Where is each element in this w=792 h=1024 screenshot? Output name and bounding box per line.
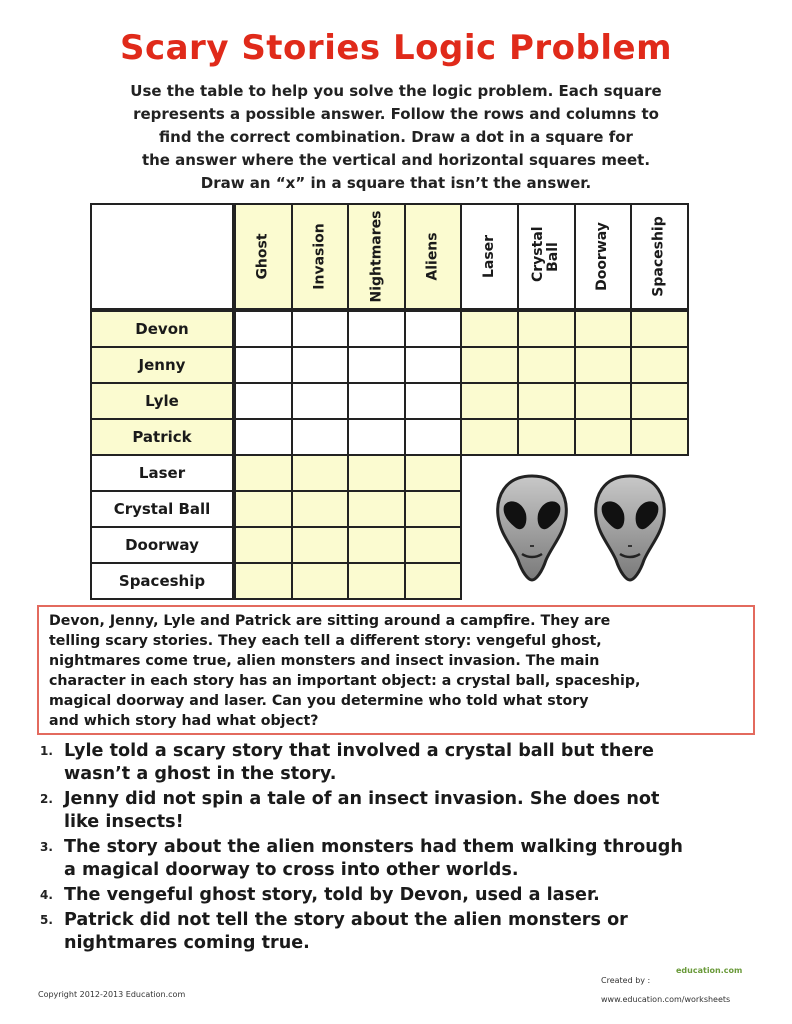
- grid-corner: [90, 203, 234, 310]
- column-header-nightmares: [347, 203, 406, 310]
- answer-cell[interactable]: [234, 382, 293, 420]
- column-header-label: Crystal Ball: [530, 225, 562, 282]
- answer-cell[interactable]: [574, 310, 633, 348]
- clue-number: 4.: [40, 888, 53, 902]
- clue-line: Jenny did not spin a tale of an insect invasion. She does not: [64, 789, 660, 809]
- clue-number: 1.: [40, 744, 53, 758]
- clue-line: nightmares coming true.: [64, 933, 310, 953]
- answer-cell[interactable]: [234, 562, 293, 600]
- column-header-ghost: [234, 203, 293, 310]
- row-label-spaceship: Spaceship: [90, 562, 234, 600]
- clue-number: 2.: [40, 792, 53, 806]
- alien-head-icon: [596, 476, 665, 580]
- answer-cell[interactable]: [291, 382, 350, 420]
- column-header-label: Aliens: [424, 232, 441, 281]
- story-line: and which story had what object?: [49, 713, 319, 729]
- answer-cell[interactable]: [517, 310, 576, 348]
- answer-cell[interactable]: [234, 490, 293, 528]
- answer-cell[interactable]: [291, 346, 350, 384]
- alien-head-icon: [498, 476, 567, 580]
- clue-item: [40, 909, 760, 955]
- answer-cell[interactable]: [404, 418, 463, 456]
- answer-cell[interactable]: [291, 454, 350, 492]
- answer-cell[interactable]: [234, 346, 293, 384]
- clue-line: Lyle told a scary story that involved a crystal ball but there: [64, 741, 654, 761]
- answer-cell[interactable]: [574, 346, 633, 384]
- column-header-invasion: [291, 203, 350, 310]
- answer-cell[interactable]: [404, 562, 463, 600]
- answer-cell[interactable]: [234, 310, 293, 348]
- alien-heads-illustration: [492, 472, 682, 584]
- answer-cell[interactable]: [460, 418, 519, 456]
- column-header-label: Laser: [481, 234, 498, 279]
- row-label-laser: Laser: [90, 454, 234, 492]
- answer-cell[interactable]: [291, 310, 350, 348]
- row-label-lyle: Lyle: [90, 382, 234, 420]
- instruction-line: Draw an “x” in a square that isn’t the answer.: [200, 174, 592, 192]
- instruction-line: find the correct combination. Draw a dot in a square for: [159, 128, 633, 146]
- column-header-aliens: [404, 203, 463, 310]
- story-line: telling scary stories. They each tell a different story: vengeful ghost,: [49, 633, 602, 649]
- worksheet-url: www.education.com/worksheets: [601, 995, 731, 1004]
- instructions: [70, 80, 722, 195]
- answer-cell[interactable]: [347, 346, 406, 384]
- clue-line: The vengeful ghost story, told by Devon, used a laser.: [64, 885, 600, 905]
- answer-cell[interactable]: [347, 490, 406, 528]
- answer-cell[interactable]: [347, 562, 406, 600]
- answer-cell[interactable]: [574, 418, 633, 456]
- answer-cell[interactable]: [630, 346, 689, 384]
- clue-number: 3.: [40, 840, 53, 854]
- answer-cell[interactable]: [630, 310, 689, 348]
- answer-cell[interactable]: [404, 490, 463, 528]
- instruction-line: the answer where the vertical and horizontal squares meet.: [141, 151, 651, 169]
- clue-item: [40, 740, 760, 786]
- answer-cell[interactable]: [517, 418, 576, 456]
- column-header-label: Invasion: [311, 223, 328, 290]
- answer-cell[interactable]: [517, 346, 576, 384]
- clue-number: 5.: [40, 913, 53, 927]
- answer-cell[interactable]: [234, 454, 293, 492]
- clue-line: wasn’t a ghost in the story.: [64, 764, 337, 784]
- answer-cell[interactable]: [460, 310, 519, 348]
- column-header-crystal-ball: [517, 203, 576, 310]
- clue-line: a magical doorway to cross into other worlds.: [64, 860, 519, 880]
- story-line: magical doorway and laser. Can you determine who told what story: [49, 693, 589, 709]
- answer-cell[interactable]: [404, 382, 463, 420]
- story-line: character in each story has an important object: a crystal ball, spaceship,: [49, 673, 641, 689]
- answer-cell[interactable]: [291, 418, 350, 456]
- column-header-spaceship: [630, 203, 689, 310]
- column-header-label: Doorway: [594, 222, 611, 291]
- answer-cell[interactable]: [347, 454, 406, 492]
- answer-cell[interactable]: [234, 418, 293, 456]
- answer-cell[interactable]: [630, 382, 689, 420]
- column-header-laser: [460, 203, 519, 310]
- answer-cell[interactable]: [234, 526, 293, 564]
- answer-cell[interactable]: [460, 346, 519, 384]
- clue-list: [40, 740, 760, 957]
- answer-cell[interactable]: [404, 526, 463, 564]
- created-by-label: Created by :: [601, 976, 651, 985]
- answer-cell[interactable]: [460, 382, 519, 420]
- row-label-jenny: Jenny: [90, 346, 234, 384]
- answer-cell[interactable]: [347, 310, 406, 348]
- story-description: [37, 605, 755, 735]
- clue-line: The story about the alien monsters had them walking through: [64, 837, 683, 857]
- instruction-line: Use the table to help you solve the logic problem. Each square: [130, 82, 662, 100]
- answer-cell[interactable]: [404, 310, 463, 348]
- answer-cell[interactable]: [291, 562, 350, 600]
- column-header-label: Spaceship: [650, 216, 667, 297]
- answer-cell[interactable]: [347, 526, 406, 564]
- clue-line: Patrick did not tell the story about the alien monsters or: [64, 910, 628, 930]
- column-header-doorway: [574, 203, 633, 310]
- answer-cell[interactable]: [517, 382, 576, 420]
- instruction-line: represents a possible answer. Follow the rows and columns to: [133, 105, 659, 123]
- answer-cell[interactable]: [347, 382, 406, 420]
- answer-cell[interactable]: [630, 418, 689, 456]
- answer-cell[interactable]: [347, 418, 406, 456]
- education-logo: education.com: [676, 966, 743, 975]
- clue-item: [40, 836, 760, 882]
- answer-cell[interactable]: [404, 346, 463, 384]
- clue-line: like insects!: [64, 812, 184, 832]
- answer-cell[interactable]: [574, 382, 633, 420]
- answer-cell[interactable]: [404, 454, 463, 492]
- row-label-crystal-ball: Crystal Ball: [90, 490, 234, 528]
- row-label-devon: Devon: [90, 310, 234, 348]
- row-label-doorway: Doorway: [90, 526, 234, 564]
- clue-item: [40, 884, 760, 907]
- answer-cell[interactable]: [291, 490, 350, 528]
- column-header-label: Ghost: [254, 233, 271, 280]
- column-header-label: Nightmares: [367, 210, 384, 303]
- page-title: Scary Stories Logic Problem: [119, 28, 673, 68]
- story-line: nightmares come true, alien monsters and insect invasion. The main: [49, 653, 600, 669]
- clue-item: [40, 788, 760, 834]
- story-line: Devon, Jenny, Lyle and Patrick are sitting around a campfire. They are: [49, 613, 611, 629]
- row-label-patrick: Patrick: [90, 418, 234, 456]
- answer-cell[interactable]: [291, 526, 350, 564]
- copyright-text: Copyright 2012-2013 Education.com: [38, 990, 186, 999]
